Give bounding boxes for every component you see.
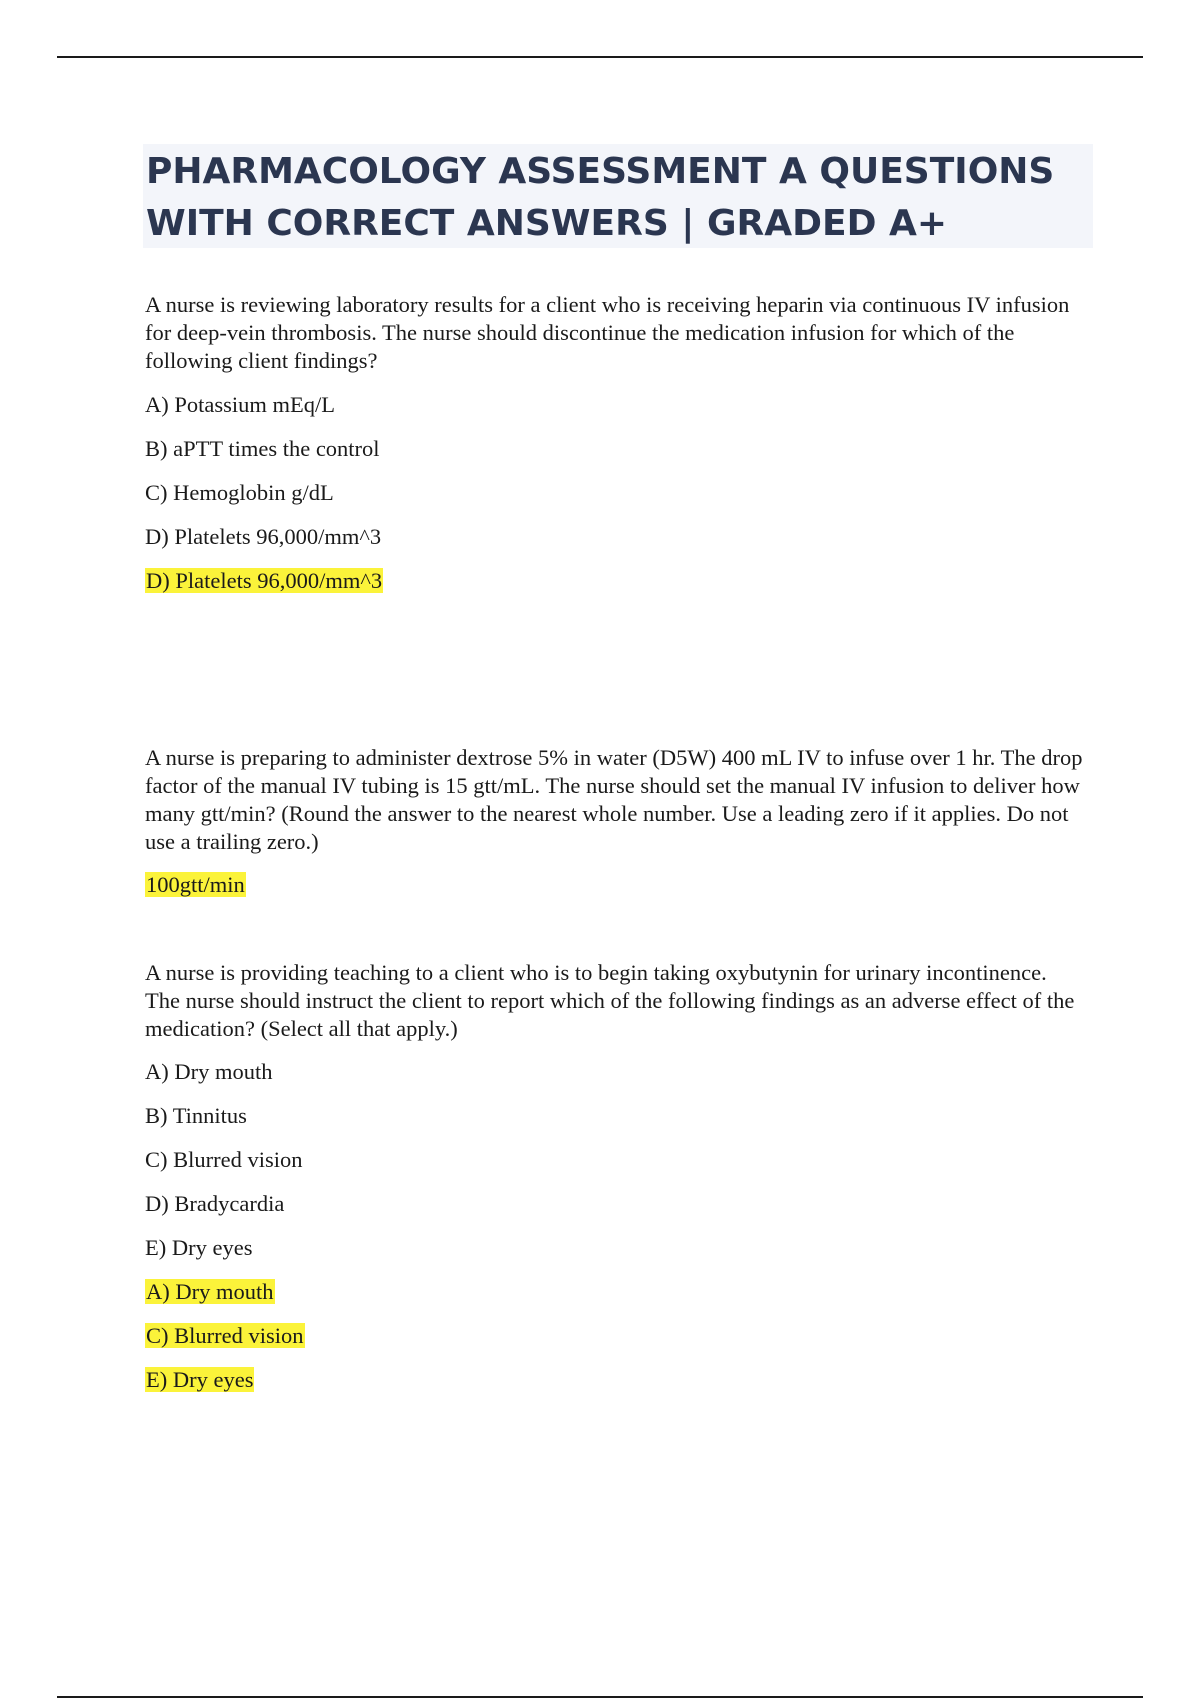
question-3-answer-2	[145, 1322, 305, 1350]
page-top-rule	[57, 56, 1143, 58]
question-3-answer-1	[145, 1278, 275, 1306]
question-1-option-b: B) aPTT times the control	[145, 436, 380, 461]
question-1-option-a: A) Potassium mEq/L	[145, 392, 335, 417]
question-3-stem: A nurse is providing teaching to a client who is to begin taking oxybutynin for urinary incontinence. The nurse should instruct the client to report which of the following findings as an adverse effect of the medication? (Select all that apply.)	[145, 960, 1075, 1041]
question-3-option-e: E) Dry eyes	[145, 1235, 253, 1260]
answer-highlight: E) Dry eyes	[146, 1367, 254, 1392]
question-3-option-d: D) Bradycardia	[145, 1191, 285, 1216]
question-1-option-d: D) Platelets 96,000/mm^3	[145, 524, 382, 549]
question-2-answer	[145, 871, 246, 899]
question-2-stem: A nurse is preparing to administer dextrose 5% in water (D5W) 400 mL IV to infuse over 1 hr. The drop factor of the manual IV tubing is 15 gtt/mL. The nurse should set the manual IV infusion to deliver how many gtt/min? (Round the answer to the nearest whole number. Use a leading zero if it applies. Do not use a trailing zero.)	[145, 745, 1083, 854]
question-1-stem: A nurse is reviewing laboratory results for a client who is receiving heparin via continuous IV infusion for deep-vein thrombosis. The nurse should discontinue the medication infusion for which of the following client findings?	[145, 292, 1070, 373]
answer-highlight: A) Dry mouth	[146, 1279, 274, 1304]
question-3-answer-3	[145, 1366, 254, 1394]
question-1-option-c: C) Hemoglobin g/dL	[145, 480, 334, 505]
question-3-option-a: A) Dry mouth	[145, 1059, 273, 1084]
question-1-answer	[145, 567, 383, 595]
document-title-line-1: PHARMACOLOGY ASSESSMENT A QUESTIONS	[146, 151, 1055, 192]
answer-highlight: 100gtt/min	[146, 872, 245, 897]
document-title-line-2: WITH CORRECT ANSWERS | GRADED A+	[146, 203, 948, 244]
question-3-option-b: B) Tinnitus	[145, 1103, 247, 1128]
answer-highlight: D) Platelets 96,000/mm^3	[146, 568, 383, 593]
answer-highlight: C) Blurred vision	[146, 1323, 304, 1348]
question-3-option-c: C) Blurred vision	[145, 1147, 303, 1172]
page-bottom-rule	[57, 1696, 1143, 1698]
